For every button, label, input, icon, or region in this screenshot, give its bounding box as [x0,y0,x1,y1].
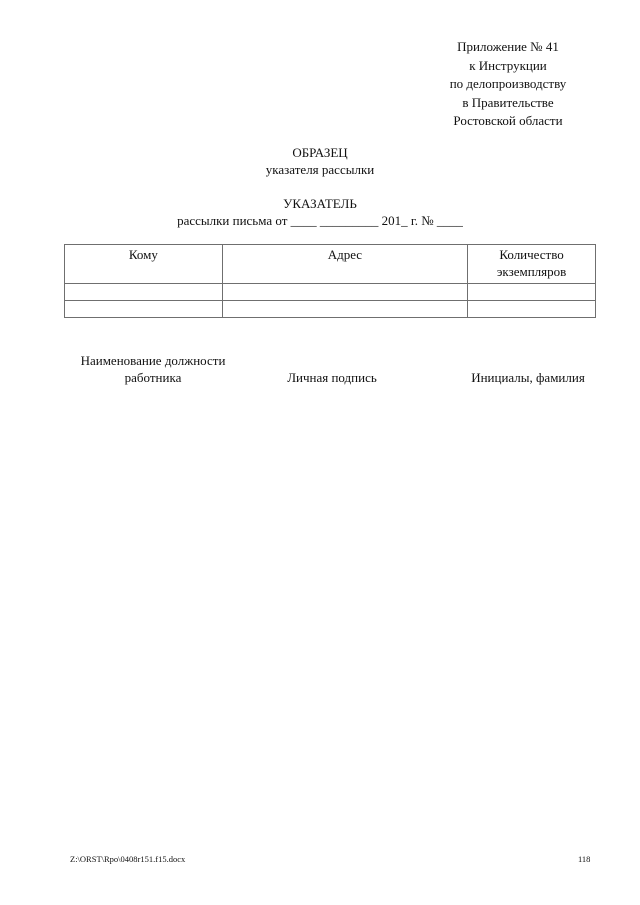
appendix-line-1: Приложение № 41 [457,39,559,54]
footer-page-number: 118 [578,854,591,864]
signature-position-label: Наименование должности работника [80,353,226,385]
table-header-row [65,245,596,284]
column-header-copies: Количество экземпляров [468,245,596,284]
signature-personal-label: Личная подпись [287,370,377,385]
appendix-line-3: по делопроизводству [449,76,567,91]
appendix-line-2: к Инструкции [469,57,547,73]
document-title: УКАЗАТЕЛЬ [283,196,357,211]
table-cell [65,284,223,301]
table-row [65,301,596,318]
appendix-note [420,38,596,131]
table-row [65,284,596,301]
column-header-address: Адрес [222,245,467,284]
sample-subtitle: указателя рассылки [265,162,375,177]
column-header-recipient: Кому [65,245,223,284]
signature-name-label: Инициалы, фамилия [471,370,585,385]
document-subtitle: рассылки письма от ____ _________ 201_ г. № ____ [177,213,463,228]
sample-title: ОБРАЗЕЦ [292,145,348,160]
table-cell [222,284,467,301]
table-cell [65,301,223,318]
appendix-line-4: в Правительстве [462,94,554,110]
table-cell [222,301,467,318]
table-cell [468,301,596,318]
footer-file-path: Z:\ORST\Rpo\0408r151.f15.docx [70,854,186,864]
appendix-line-5: Ростовской области [453,113,563,128]
distribution-table [64,244,596,318]
table-cell [468,284,596,301]
